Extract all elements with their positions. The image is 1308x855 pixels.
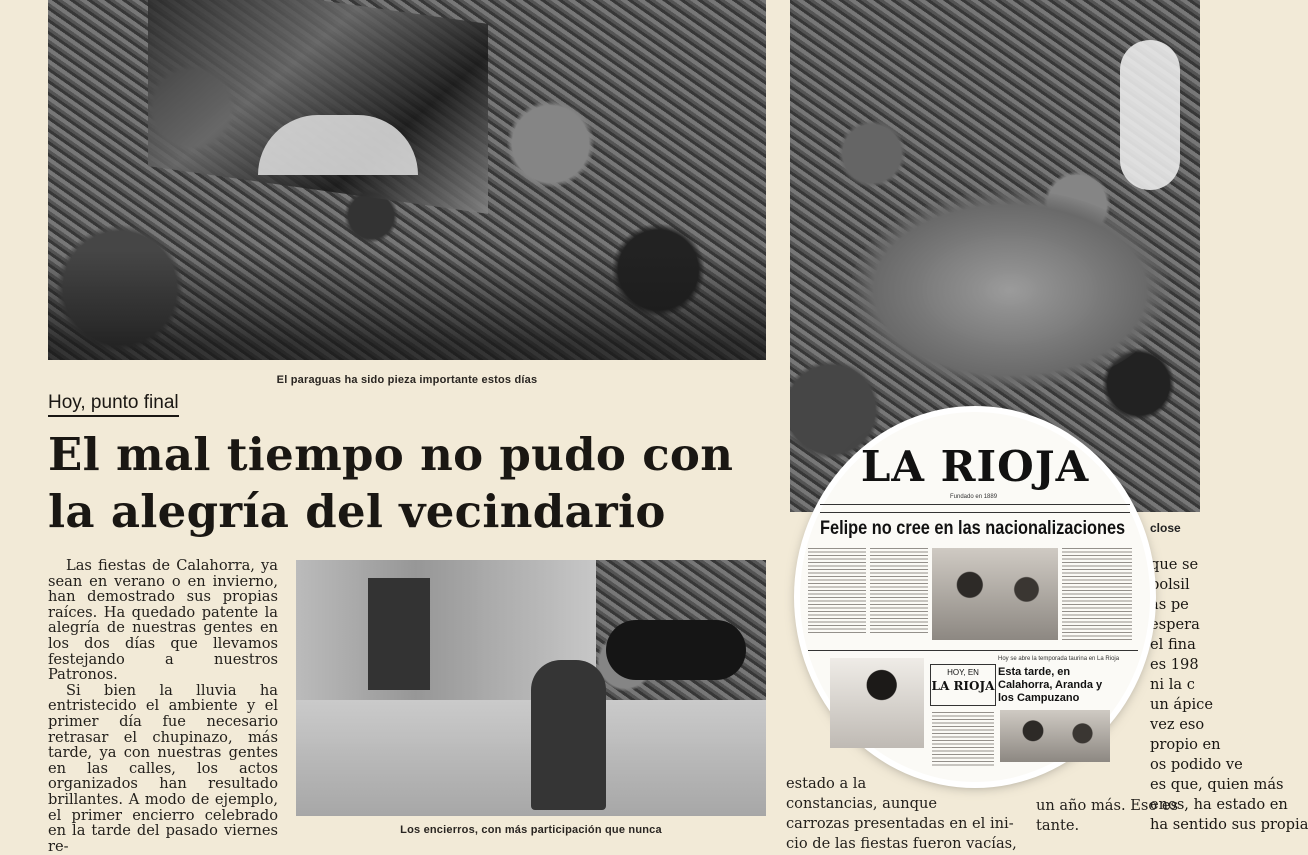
photo-crowd-umbrella [48, 0, 766, 360]
photo-figure-white [1120, 40, 1180, 190]
column-3-line: ni la c [1150, 676, 1195, 693]
inset-side-word: close [1150, 521, 1181, 535]
column-2-line: estado a la [786, 775, 867, 792]
inset-box-headline: Esta tarde, en Calahorra, Aranda y los Campuzano [998, 666, 1103, 704]
inset-newspaper-front-page [800, 412, 1150, 782]
column-2-line: cio de las fiestas fueron vacías, [786, 835, 1017, 852]
photo-doorway [368, 578, 430, 690]
inset-photo-meeting [932, 548, 1058, 640]
column-3-line: propio en [1150, 736, 1221, 753]
inset-box-kicker: Hoy se abre la temporada taurina en La Rioja [998, 656, 1120, 662]
column-3-line: espera [1150, 616, 1200, 633]
article-column-3-fragment [1150, 555, 1308, 835]
photo-square-clearing [850, 190, 1170, 390]
column-2-line: constancias, aunque [786, 795, 937, 812]
photo-runner [531, 660, 606, 810]
column-3-line: un ápice [1150, 696, 1213, 713]
column-3-line: ha sentido sus propia [1150, 816, 1308, 833]
inset-box-hoy-en-la-rioja [930, 664, 996, 706]
inset-photo-portraits [1000, 710, 1110, 762]
column-1-paragraph: Las fiestas de Calahorra, ya sean en verano o en invierno, han demostrado sus propias raíces. Ha quedado patente la alegría de nuestras gentes en los dos días que llevamos festejando a nuestros Patronos. [48, 557, 278, 684]
photo-flag-shape [148, 0, 488, 214]
inset-masthead: LA RIOJA [860, 442, 1090, 491]
inset-main-headline: Felipe no cree en las nacionalizaciones [820, 518, 1126, 539]
column-3-line: es 198 [1150, 656, 1199, 673]
article-column-1 [48, 557, 278, 855]
column-1-paragraph: Si bien la lluvia ha entristecido el ambiente y el primer día fue necesario retrasar el chupinazo, más tarde, ya con nuestras gentes en las calles, los actos organizados han resultado brillantes. A modo de ejemplo, el primer encierro celebrado en la tarde del pasado viernes re- [48, 681, 278, 855]
inset-text-block-right [1062, 548, 1132, 640]
article-headline [48, 426, 778, 540]
caption-top-photo: El paraguas ha sido pieza importante estos días [276, 374, 538, 386]
inset-box-title-small: HOY, EN [947, 668, 979, 677]
column-3-line: bolsil [1150, 576, 1190, 593]
inset-rule-mid [808, 650, 1138, 651]
headline-line-1: El mal tiempo no pudo con [48, 428, 734, 481]
column-3-line: as pe [1150, 596, 1189, 613]
column-3-line: un año más. Eso es [1036, 797, 1178, 814]
inset-text-block-mid [870, 548, 928, 634]
article-kicker: Hoy, punto final [48, 392, 179, 417]
column-3-line: vez eso [1150, 716, 1205, 733]
inset-box-title-brand: LA RIOJA [931, 679, 995, 693]
column-3-line: tante. [1036, 817, 1080, 834]
inset-photo-bullfighter [830, 658, 924, 748]
column-3-line: os podido ve [1150, 756, 1243, 773]
column-3-line: el fina [1150, 636, 1196, 653]
inset-founded-line: Fundado en 1889 [950, 494, 998, 500]
column-2-line: carrozas presentadas en el ini- [786, 815, 1014, 832]
headline-line-2: la alegría del vecindario [48, 485, 666, 538]
column-3-line: es que, quien más [1150, 776, 1284, 793]
caption-middle-photo: Los encierros, con más participación que nunca [400, 824, 662, 836]
inset-rule-bottom [820, 512, 1130, 513]
article-column-2-fragment [786, 774, 1017, 854]
photo-bull-run [296, 560, 766, 816]
column-3-line: enos, ha estado en [1150, 796, 1288, 813]
inset-text-block-lower-left [932, 712, 994, 768]
column-3-line: que se [1150, 556, 1199, 573]
photo-foreground-heads [48, 250, 766, 360]
inset-text-block-left [808, 548, 866, 634]
photo-bulls [606, 620, 746, 680]
inset-rule-top [820, 504, 1130, 505]
